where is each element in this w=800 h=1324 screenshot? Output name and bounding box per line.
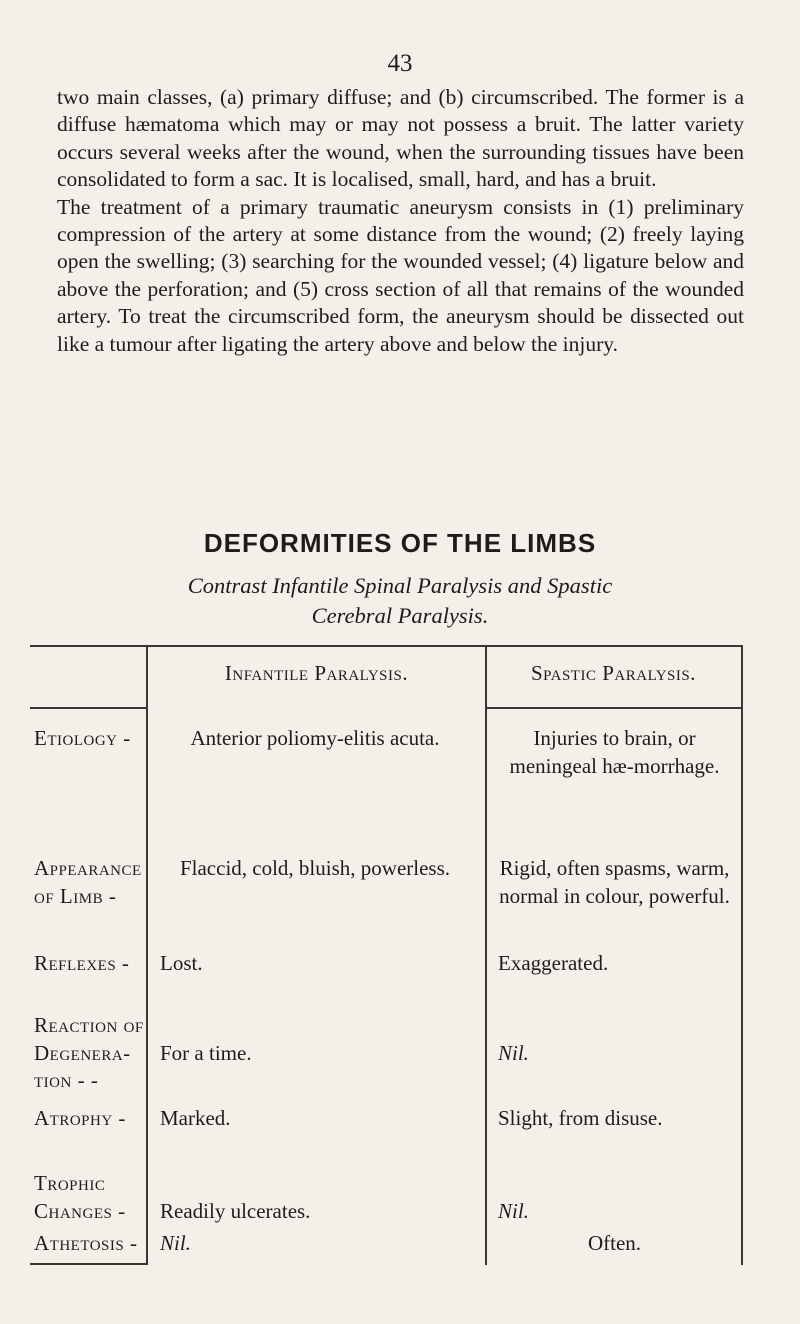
row-label-reaction: Reaction of Degenera-tion - - [34, 1013, 144, 1092]
section-subheading: Contrast Infantile Spinal Paralysis and Spastic Cerebral Paralysis. [187, 573, 613, 628]
infantile-athetosis: Nil. [160, 1231, 191, 1255]
spastic-reaction: Nil. [498, 1041, 529, 1065]
page-number: 43 [387, 50, 413, 77]
paragraph-treatment: The treatment of a primary traumatic aneurysm consists in (1) preliminary compression of the artery at some distance from the wound; (2) freely laying open the swelling; (3) searching for the wounded vessel; (4) ligature below and above the perforation; and (5) cross section of all that remains of the wounded artery. To treat the circumscribed form, the aneurysm should be dissected out like a tumour after ligating the artery above and below the injury. [57, 194, 744, 356]
row-label-appearance: Appearance of Limb - [34, 856, 142, 908]
paragraph-aneurysm-classes: two main classes, (a) primary diffuse; and (b) circumscribed. The former is a diffuse hæmatoma which may or may not possess a bruit. The latter variety occurs several weeks after the wound, when the surrounding tissues have been consolidated to form a sac. It is localised, small, hard, and has a bruit. [57, 85, 744, 192]
row-label-atrophy: Atrophy - [34, 1106, 126, 1130]
table-bottom-rule [30, 1263, 146, 1265]
row-label-etiology: Etiology - [34, 726, 131, 750]
row-label-reflexes: Reflexes - [34, 951, 130, 975]
spastic-trophic: Nil. [498, 1199, 529, 1223]
table-divider-2 [485, 645, 487, 1265]
table-divider-1 [146, 645, 148, 1265]
row-label-athetosis: Athetosis - [34, 1231, 138, 1255]
infantile-reaction: For a time. [160, 1041, 252, 1065]
body-text [57, 84, 744, 358]
spastic-atrophy: Slight, from disuse. [498, 1106, 663, 1130]
row-label-trophic: Trophic Changes - [34, 1171, 126, 1223]
infantile-reflexes: Lost. [160, 951, 203, 975]
section-heading: DEFORMITIES OF THE LIMBS [203, 528, 597, 558]
infantile-trophic: Readily ulcerates. [160, 1199, 311, 1223]
infantile-etiology: Anterior poliomy-elitis acuta. [190, 726, 440, 750]
infantile-atrophy: Marked. [160, 1106, 231, 1130]
header-infantile: Infantile Paralysis. [224, 661, 409, 685]
table-top-rule [30, 645, 742, 647]
table-header-rule-right [485, 707, 742, 709]
spastic-athetosis: Often. [587, 1231, 642, 1255]
spastic-reflexes: Exaggerated. [498, 951, 609, 975]
table-header-rule-left [30, 707, 146, 709]
infantile-appearance: Flaccid, cold, bluish, powerless. [179, 856, 451, 880]
table-right-edge [741, 645, 743, 1265]
spastic-appearance: Rigid, often spasms, warm, normal in colour, powerful. [499, 856, 730, 908]
spastic-etiology: Injuries to brain, or meningeal hæ-morrhage. [509, 726, 720, 778]
comparison-table [30, 645, 746, 1265]
header-spastic: Spastic Paralysis. [530, 661, 696, 685]
